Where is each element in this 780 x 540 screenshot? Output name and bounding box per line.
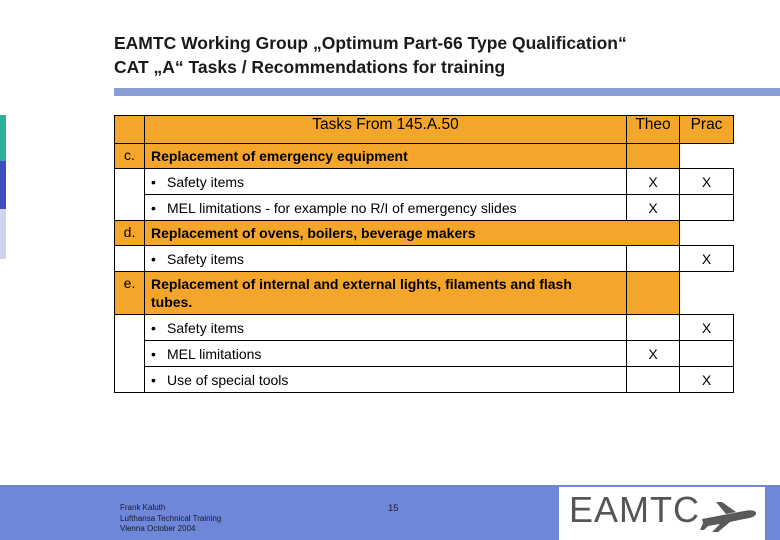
item-text	[145, 341, 627, 367]
header-blank-cell	[115, 116, 145, 144]
section-title: Replacement of emergency equipment	[145, 144, 627, 169]
table-row	[115, 341, 734, 367]
bullet-icon: •	[151, 345, 156, 362]
eamtc-logo-text: EAMTC	[569, 489, 700, 530]
item-label: MEL limitations - for example no R/I of emergency slides	[167, 199, 517, 216]
side-accent-teal	[0, 115, 6, 161]
section-row-e	[115, 272, 734, 315]
section-title-text: Replacement of internal and external lights, filaments and flash tubes.	[151, 276, 572, 310]
item-theo: X	[627, 169, 680, 195]
section-title: Replacement of ovens, boilers, beverage makers	[145, 221, 680, 246]
item-prac: X	[680, 315, 734, 341]
footer-author-block	[120, 503, 221, 535]
item-prac: X	[680, 367, 734, 393]
section-prac-cell	[680, 144, 734, 169]
table-header-row	[115, 116, 734, 144]
item-text	[145, 367, 627, 393]
section-theo-cell	[627, 272, 680, 315]
row-blank-cell	[115, 341, 145, 367]
section-letter: c.	[115, 144, 145, 169]
table-row	[115, 246, 734, 272]
footer-author-name: Frank Kaluth	[120, 503, 166, 512]
section-row-c	[115, 144, 734, 169]
item-label: Use of special tools	[167, 371, 289, 388]
item-prac	[680, 195, 734, 221]
table-row	[115, 169, 734, 195]
header-prac: Prac	[680, 116, 734, 144]
item-theo	[627, 367, 680, 393]
item-label: MEL limitations	[167, 345, 262, 362]
section-row-d	[115, 221, 734, 246]
section-letter: d.	[115, 221, 145, 246]
side-accent-light	[0, 209, 6, 259]
item-prac: X	[680, 169, 734, 195]
section-letter: e.	[115, 272, 145, 315]
item-prac	[680, 341, 734, 367]
table-row	[115, 315, 734, 341]
table-row	[115, 367, 734, 393]
item-theo: X	[627, 195, 680, 221]
row-blank-cell	[115, 315, 145, 341]
row-blank-cell	[115, 195, 145, 221]
header-tasks-title: Tasks From 145.A.50	[145, 116, 627, 144]
bullet-icon: •	[151, 199, 156, 216]
row-blank-cell	[115, 169, 145, 195]
title-line-2: CAT „A“ Tasks / Recommendations for training	[114, 57, 506, 77]
item-text	[145, 169, 627, 195]
bullet-icon: •	[151, 319, 156, 336]
item-theo	[627, 315, 680, 341]
header-theo: Theo	[627, 116, 680, 144]
item-label: Safety items	[167, 250, 245, 267]
table-row	[115, 195, 734, 221]
title-underline-bar	[114, 88, 780, 96]
side-accent-blue	[0, 161, 6, 209]
item-text	[145, 315, 627, 341]
item-label: Safety items	[167, 319, 245, 336]
section-prac-cell	[680, 221, 734, 246]
footer-author-org: Lufthansa Technical Training	[120, 513, 222, 523]
section-prac-cell	[680, 272, 734, 315]
item-text	[145, 246, 627, 272]
slide-title	[114, 31, 627, 79]
footer-author-date: Vienna October 2004	[120, 524, 196, 533]
row-blank-cell	[115, 246, 145, 272]
item-theo	[627, 246, 680, 272]
item-label: Safety items	[167, 173, 245, 190]
row-blank-cell	[115, 367, 145, 393]
bullet-icon: •	[151, 250, 156, 267]
item-text	[145, 195, 627, 221]
page-number: 15	[388, 503, 399, 514]
bullet-icon: •	[151, 173, 156, 190]
tasks-table	[114, 115, 734, 393]
section-title	[145, 272, 627, 315]
title-line-1: EAMTC Working Group „Optimum Part-66 Type Qualification“	[114, 33, 627, 53]
item-theo: X	[627, 341, 680, 367]
item-prac: X	[680, 246, 734, 272]
bullet-icon: •	[151, 371, 156, 388]
airplane-icon	[700, 497, 758, 533]
section-theo-cell	[627, 144, 680, 169]
